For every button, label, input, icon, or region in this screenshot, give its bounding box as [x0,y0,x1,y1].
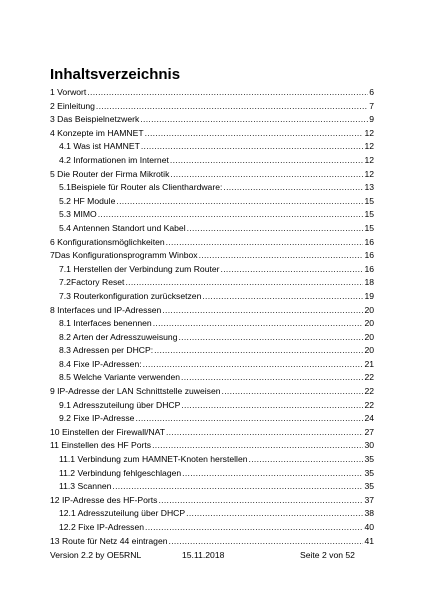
toc-entry[interactable] [50,439,374,453]
toc-entry[interactable] [50,236,374,250]
toc-entry-page: 20 [364,318,374,329]
toc-entry-label: 12 IP-Adresse des HF-Ports [50,494,158,505]
toc-dot-leader [143,358,364,372]
toc-entry-label: 8.5 Welche Variante verwenden [59,372,181,383]
footer-page-number: Seite 2 von 52 [300,550,355,560]
toc-entry-page: 16 [364,236,374,247]
toc-entry-label: 1 Vorwort [50,87,87,97]
toc-entry[interactable] [50,168,374,182]
toc-entry[interactable] [50,222,374,236]
toc-entry-label: 5.2 HF Module [59,195,116,206]
toc-entry[interactable] [50,412,374,426]
toc-entry-label: 7.3 Routerkonfiguration zurücksetzen [59,290,202,301]
toc-entry[interactable] [50,113,374,127]
toc-dot-leader [181,371,363,385]
toc-entry-label: 4.2 Informationen im Internet [59,154,169,165]
toc-entry-page: 21 [364,358,374,369]
toc-entry-page: 20 [364,304,374,315]
toc-entry[interactable] [50,371,374,385]
toc-entry-label: 8.1 Interfaces benennen [59,318,152,329]
toc-dot-leader [145,127,364,141]
toc-title: Inhaltsverzeichnis [50,66,181,83]
toc-entry-page: 35 [364,467,374,478]
toc-entry-page: 15 [364,209,374,220]
toc-entry-page: 18 [364,277,374,288]
toc-entry-page: 6 [369,87,374,97]
table-of-contents [50,86,374,548]
toc-dot-leader [186,507,363,521]
toc-entry-page: 37 [364,494,374,505]
toc-dot-leader [154,344,363,358]
toc-entry-page: 16 [364,263,374,274]
toc-dot-leader [249,453,364,467]
toc-entry-label: 11 Einstellen des HF Ports [50,440,152,451]
toc-dot-leader [170,168,363,182]
toc-entry-label: 5.1Beispiele für Router als Clienthardware: [59,182,223,193]
toc-entry-page: 12 [364,141,374,152]
toc-dot-leader [170,154,364,168]
toc-dot-leader [166,426,363,440]
toc-dot-leader [202,290,363,304]
toc-entry[interactable] [50,276,374,290]
toc-entry-page: 30 [364,440,374,451]
toc-entry[interactable] [50,100,374,114]
toc-entry[interactable] [50,453,374,467]
toc-entry[interactable] [50,426,374,440]
toc-dot-leader [223,181,363,195]
toc-entry-page: 12 [364,127,374,138]
toc-entry-label: 2 Einleitung [50,100,95,111]
toc-dot-leader [169,535,364,549]
toc-dot-leader [222,385,364,399]
footer-version: Version 2.2 by OE5RNL [50,550,142,560]
toc-entry-label: 9.2 Fixe IP-Adresse [59,413,135,424]
toc-entry[interactable] [50,290,374,304]
toc-entry-label: 13 Route für Netz 44 eintragen [50,535,168,546]
toc-entry-label: 12.2 Fixe IP-Adressen [59,522,145,532]
toc-entry-page: 13 [364,182,374,193]
toc-entry[interactable] [50,140,374,154]
toc-dot-leader [135,412,363,426]
toc-dot-leader [116,195,363,209]
toc-entry-label: 7Das Konfigurationsprogramm Winbox [50,250,198,261]
toc-entry-label: 8 Interfaces und IP-Adressen [50,304,162,315]
toc-entry-page: 15 [364,222,374,233]
toc-entry[interactable] [50,86,374,100]
toc-dot-leader [153,317,364,331]
toc-entry-label: 4.1 Was ist HAMNET [59,141,140,152]
toc-entry-page: 12 [364,168,374,179]
toc-entry[interactable] [50,467,374,481]
toc-entry[interactable] [50,494,374,508]
toc-dot-leader [182,467,363,481]
toc-entry-label: 5.4 Antennen Standort und Kabel [59,222,186,233]
toc-dot-leader [140,113,368,127]
toc-entry-page: 20 [364,331,374,342]
toc-entry[interactable] [50,249,374,263]
toc-entry-label: 6 Konfigurationsmöglichkeiten [50,236,165,247]
toc-entry[interactable] [50,127,374,141]
toc-dot-leader [145,521,363,535]
toc-entry-label: 4 Konzepte im HAMNET [50,127,144,138]
toc-entry[interactable] [50,480,374,494]
toc-entry-page: 38 [364,508,374,519]
toc-entry-page: 22 [364,372,374,383]
toc-dot-leader [125,276,363,290]
toc-dot-leader [98,208,364,222]
page-footer [50,548,374,562]
toc-entry-page: 19 [364,290,374,301]
toc-dot-leader [96,100,368,114]
toc-dot-leader [141,140,364,154]
toc-dot-leader [152,439,363,453]
toc-entry-page: 35 [364,481,374,492]
toc-dot-leader [221,263,364,277]
toc-entry[interactable] [50,358,374,372]
toc-entry[interactable] [50,317,374,331]
toc-entry-page: 9 [369,114,374,125]
toc-entry-label: 5.3 MIMO [59,209,97,220]
toc-entry-label: 9 IP-Adresse der LAN Schnittstelle zuweisen [50,386,221,397]
toc-entry[interactable] [50,507,374,521]
toc-dot-leader [187,222,364,236]
toc-entry-label: 11.3 Scannen [59,481,112,492]
toc-entry[interactable] [50,181,374,195]
toc-entry-label: 12.1 Adresszuteilung über DHCP [59,508,186,519]
toc-entry-page: 35 [364,454,374,465]
toc-entry[interactable] [50,521,374,535]
toc-entry-page: 24 [364,413,374,424]
toc-entry[interactable] [50,208,374,222]
toc-entry-page: 7 [369,100,374,111]
toc-entry-label: 8.4 Fixe IP-Adressen: [59,358,142,369]
toc-entry[interactable] [50,195,374,209]
toc-entry-label: 7.2Factory Reset [59,277,125,288]
toc-entry-page: 20 [364,345,374,356]
toc-entry-label: 5 Die Router der Firma Mikrotik [50,168,170,179]
toc-entry-page: 27 [364,426,374,437]
toc-entry[interactable] [50,263,374,277]
toc-entry-label: 10 Einstellen der Firewall/NAT [50,426,165,437]
toc-entry[interactable] [50,399,374,413]
toc-entry-page: 16 [364,250,374,261]
toc-entry-label: 9.1 Adresszuteilung über DHCP [59,399,181,410]
toc-entry-label: 8.3 Adressen per DHCP: [59,345,154,356]
toc-entry[interactable] [50,385,374,399]
toc-dot-leader [87,86,368,100]
toc-dot-leader [181,399,363,413]
toc-dot-leader [158,494,363,508]
toc-entry-label: 7.1 Herstellen der Verbindung zum Router [59,263,220,274]
toc-entry-page: 40 [364,522,374,532]
toc-entry[interactable] [50,154,374,168]
toc-entry[interactable] [50,535,374,549]
toc-entry-page: 22 [364,399,374,410]
toc-dot-leader [162,304,363,318]
toc-entry-label: 11.2 Verbindung fehlgeschlagen [59,467,182,478]
toc-dot-leader [166,236,364,250]
footer-date: 15.11.2018 [182,550,225,560]
toc-entry-label: 8.2 Arten der Adresszuweisung [59,331,178,342]
toc-dot-leader [112,480,363,494]
toc-dot-leader [178,331,363,345]
toc-entry[interactable] [50,304,374,318]
toc-entry-page: 12 [364,154,374,165]
toc-entry-label: 11.1 Verbindung zum HAMNET-Knoten herstellen [59,454,248,465]
toc-dot-leader [199,249,364,263]
toc-entry-page: 41 [364,535,374,546]
toc-entry-page: 15 [364,195,374,206]
toc-entry-page: 22 [364,386,374,397]
toc-entry-label: 3 Das Beispielnetzwerk [50,114,140,125]
toc-entry[interactable] [50,344,374,358]
toc-entry[interactable] [50,331,374,345]
